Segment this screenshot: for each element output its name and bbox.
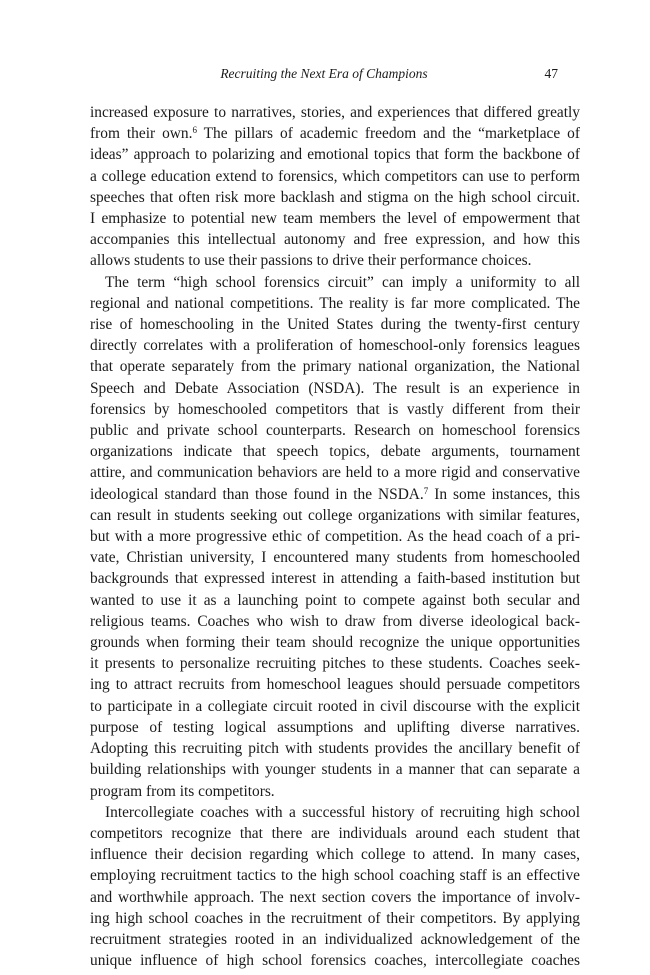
text-line: Speech and Debate Association (NSDA). The result is an experience in <box>90 379 580 397</box>
text-line: recruitment strategies rooted in an individualized acknowledgement of the <box>90 930 580 948</box>
footnote-ref: 6 <box>192 125 197 136</box>
text-line: backgrounds that expressed interest in attending a faith-based institution but <box>90 570 580 588</box>
text-line: vate, Christian university, I encountered many students from homeschooled <box>90 549 580 567</box>
body-text <box>90 102 580 971</box>
text-line: wanted to use it as a launching point to compete against both secular and <box>90 591 580 609</box>
text-line: Adopting this recruiting pitch with students provides the ancillary benefit of <box>90 740 580 758</box>
page-number: 47 <box>544 66 558 81</box>
running-title: Recruiting the Next Era of Champions <box>220 66 428 81</box>
text-line: The term “high school forensics circuit” can imply a uniformity to all <box>105 273 580 291</box>
text-line: that operate separately from the primary national organization, the National <box>90 358 580 376</box>
text-line: purpose of testing logical assumptions and uplifting diverse narratives. <box>90 718 580 736</box>
text-line: building relationships with younger students in a manner that can separate a <box>90 761 580 779</box>
text-line: program from its competitors. <box>90 782 275 800</box>
text-line: ideological standard than those found in the NSDA.$^7$ In some instances, this <box>90 485 580 503</box>
text-line: influence their decision regarding which college to attend. In many cases, <box>90 846 580 864</box>
footnote-ref: 7 <box>423 485 429 496</box>
text-line: ing high school coaches in the recruitment of their competitors. By applying <box>90 909 580 927</box>
text-line: directly correlates with a proliferation of homeschool-only forensics leagues <box>90 337 580 355</box>
text-line: from their own.$^6$ The pillars of academic freedom and the “marketplace of <box>90 125 581 143</box>
text-line: forensics by homeschooled competitors that is vastly different from their <box>90 400 580 418</box>
text-line: unique influence of high school forensics coaches, intercollegiate coaches <box>90 952 580 970</box>
text-line: allows students to use their passions to drive their performance choices. <box>90 252 532 270</box>
running-head <box>90 66 558 88</box>
text-line: public and private school counterparts. Research on homeschool forensics <box>90 422 580 440</box>
text-line: to participate in a collegiate circuit rooted in civil discourse with the explicit <box>90 697 580 715</box>
text-line: but with a more progressive ethic of competition. As the head coach of a pri- <box>90 528 580 546</box>
text-line: rise of homeschooling in the United States during the twenty-first century <box>90 316 580 334</box>
text-line: it presents to personalize recruiting pitches to these students. Coaches seek- <box>90 655 580 673</box>
text-line: regional and national competitions. The reality is far more complicated. The <box>90 294 580 312</box>
text-line: speeches that often risk more backlash and stigma on the high school circuit. <box>90 188 580 206</box>
text-line: a college education extend to forensics, which competitors can use to perform <box>90 167 580 185</box>
text-line: organizations indicate that speech topics, debate arguments, tournament <box>90 443 580 461</box>
text-line: competitors recognize that there are individuals around each student that <box>90 824 580 842</box>
text-line: employing recruitment tactics to the high school coaching staff is an effective <box>90 867 580 885</box>
text-line: can result in students seeking out college organizations with similar features, <box>90 506 580 524</box>
text-line: Intercollegiate coaches with a successful history of recruiting high school <box>105 803 580 821</box>
text-line: accompanies this intellectual autonomy and free expression, and how this <box>90 231 580 249</box>
text-line: and worthwhile approach. The next section covers the importance of involv- <box>90 888 580 906</box>
text-line: I emphasize to potential new team members the level of empowerment that <box>90 210 580 228</box>
text-line: ideas” approach to polarizing and emotional topics that form the backbone of <box>90 146 580 164</box>
text-line: attire, and communication behaviors are held to a more rigid and conservative <box>90 464 580 482</box>
text-line: religious teams. Coaches who wish to draw from diverse ideological back- <box>90 612 580 630</box>
text-line: grounds when forming their team should recognize the unique opportunities <box>90 634 580 652</box>
text-line: ing to attract recruits from homeschool leagues should persuade competitors <box>90 676 580 694</box>
text-line: increased exposure to narratives, stories, and experiences that differed greatly <box>90 104 580 121</box>
